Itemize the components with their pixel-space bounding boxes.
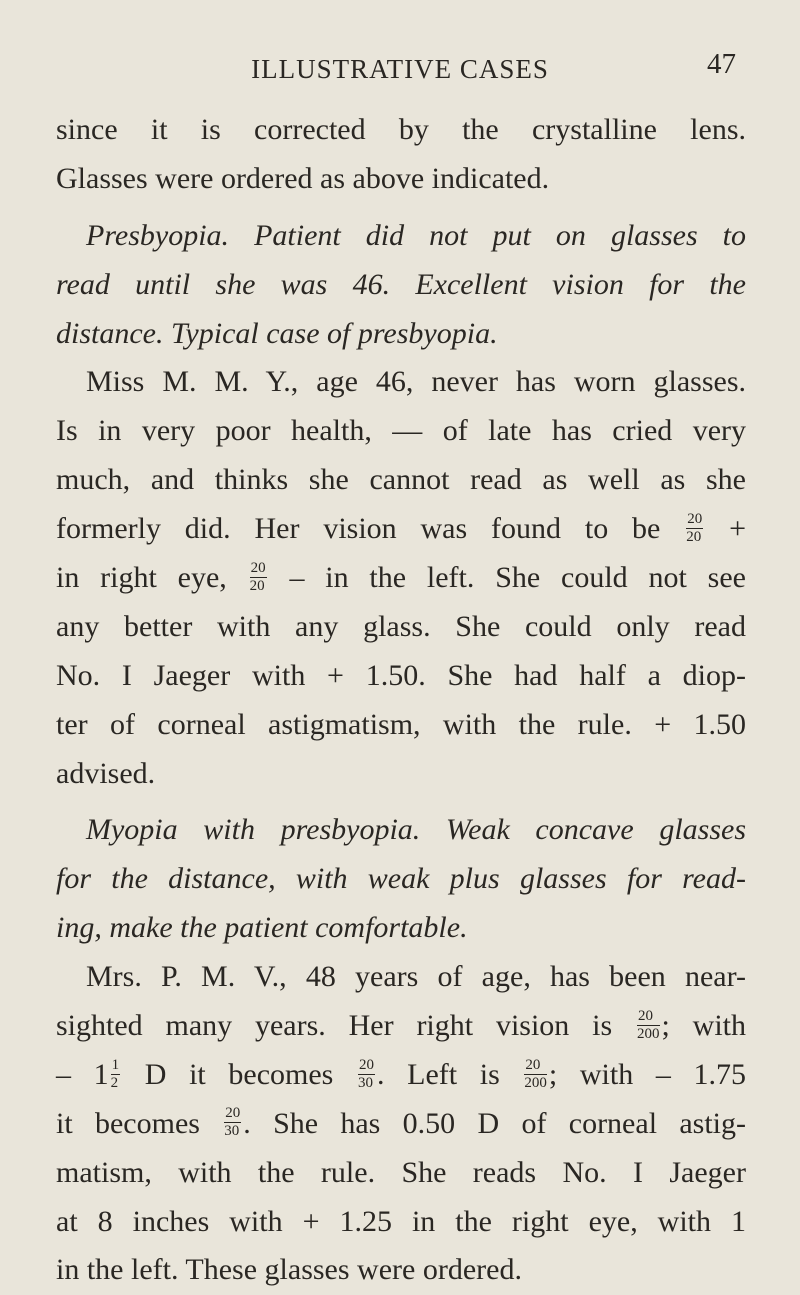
vision-fraction: $\frac{20}{200}$ xyxy=(524,1056,547,1091)
page-number: 47 xyxy=(707,48,736,80)
running-title: ILLUSTRATIVE CASES xyxy=(251,54,549,84)
text-fragment: – 1 xyxy=(56,1057,109,1091)
text-fragment: it becomes xyxy=(56,1106,200,1140)
text-line: advised. xyxy=(56,756,156,790)
text-fragment: ; with – 1.75 xyxy=(548,1057,746,1091)
vision-fraction: $\frac{20}{200}$ xyxy=(637,1007,660,1042)
text-fragment: Left is xyxy=(407,1057,500,1091)
text-line: any better with any glass. She could only read xyxy=(56,609,746,643)
text-line: since it is corrected by the crystalline lens. xyxy=(56,113,746,146)
text-fragment: – in the left. She could not see xyxy=(289,561,746,595)
vision-fraction: $\frac{20}{30}$ xyxy=(224,1105,241,1140)
text-line: No. I Jaeger with + 1.50. She had half a diop- xyxy=(56,658,746,692)
text-line xyxy=(56,505,746,554)
text-line: Miss M. M. Y., age 46, never has worn glasses. xyxy=(86,365,746,399)
text-line: Mrs. P. M. V., 48 years of age, has been near- xyxy=(86,960,746,994)
case-heading-line: distance. Typical case of presbyopia. xyxy=(56,316,498,350)
text-line xyxy=(56,1002,746,1051)
lens-fraction: $\frac{1}{2}$ xyxy=(110,1056,120,1091)
text-line: – 1 $\frac{1}{2}$ D it becomes $\frac{20}{30}$ . Left is $\frac{20}{200}$ ; with – 1.75 xyxy=(56,1056,746,1091)
case-heading-line: Presbyopia. Patient did not put on glasses to xyxy=(86,218,746,252)
case-heading-line: Myopia with presbyopia. Weak concave glasses xyxy=(86,813,746,847)
text-fragment: sighted many years. Her right vision is xyxy=(56,1009,613,1043)
text-fragment: D it becomes xyxy=(144,1057,334,1091)
text-fragment: formerly did. Her vision was found to be xyxy=(56,512,661,546)
text-fragment: ; with xyxy=(661,1009,747,1043)
text-line xyxy=(56,554,746,603)
case-heading-line: for the distance, with weak plus glasses for read- xyxy=(56,862,746,896)
vision-fraction: $\frac{20}{20}$ xyxy=(686,510,703,545)
vision-fraction: $\frac{20}{20}$ xyxy=(249,559,266,594)
text-line: Is in very poor health, — of late has cried very xyxy=(56,414,746,448)
case-heading-line: ing, make the patient comfortable. xyxy=(56,911,468,945)
text-line: matism, with the rule. She reads No. I Jaeger xyxy=(56,1155,746,1189)
text-line: in the left. These glasses were ordered. xyxy=(56,1253,522,1287)
text-line: ter of corneal astigmatism, with the rule. + 1.50 xyxy=(56,707,746,741)
body-text xyxy=(56,106,746,1295)
vision-fraction: $\frac{20}{30}$ xyxy=(358,1056,374,1091)
running-head xyxy=(0,48,800,94)
case-heading-line: read until she was 46. Excellent vision for the xyxy=(56,267,746,301)
text-line: at 8 inches with + 1.25 in the right eye, with 1 xyxy=(56,1204,746,1238)
text-fragment: + xyxy=(729,512,747,546)
text-fragment: She has 0.50 D of corneal astig- xyxy=(273,1106,746,1140)
text-line: much, and thinks she cannot read as well as she xyxy=(56,463,746,497)
text-fragment: in right eye, xyxy=(56,561,227,595)
text-line: it becomes $\frac{20}{30}$ . She has 0.50 D of corneal astig- xyxy=(56,1105,746,1140)
text-line: Glasses were ordered as above indicated. xyxy=(56,161,550,195)
